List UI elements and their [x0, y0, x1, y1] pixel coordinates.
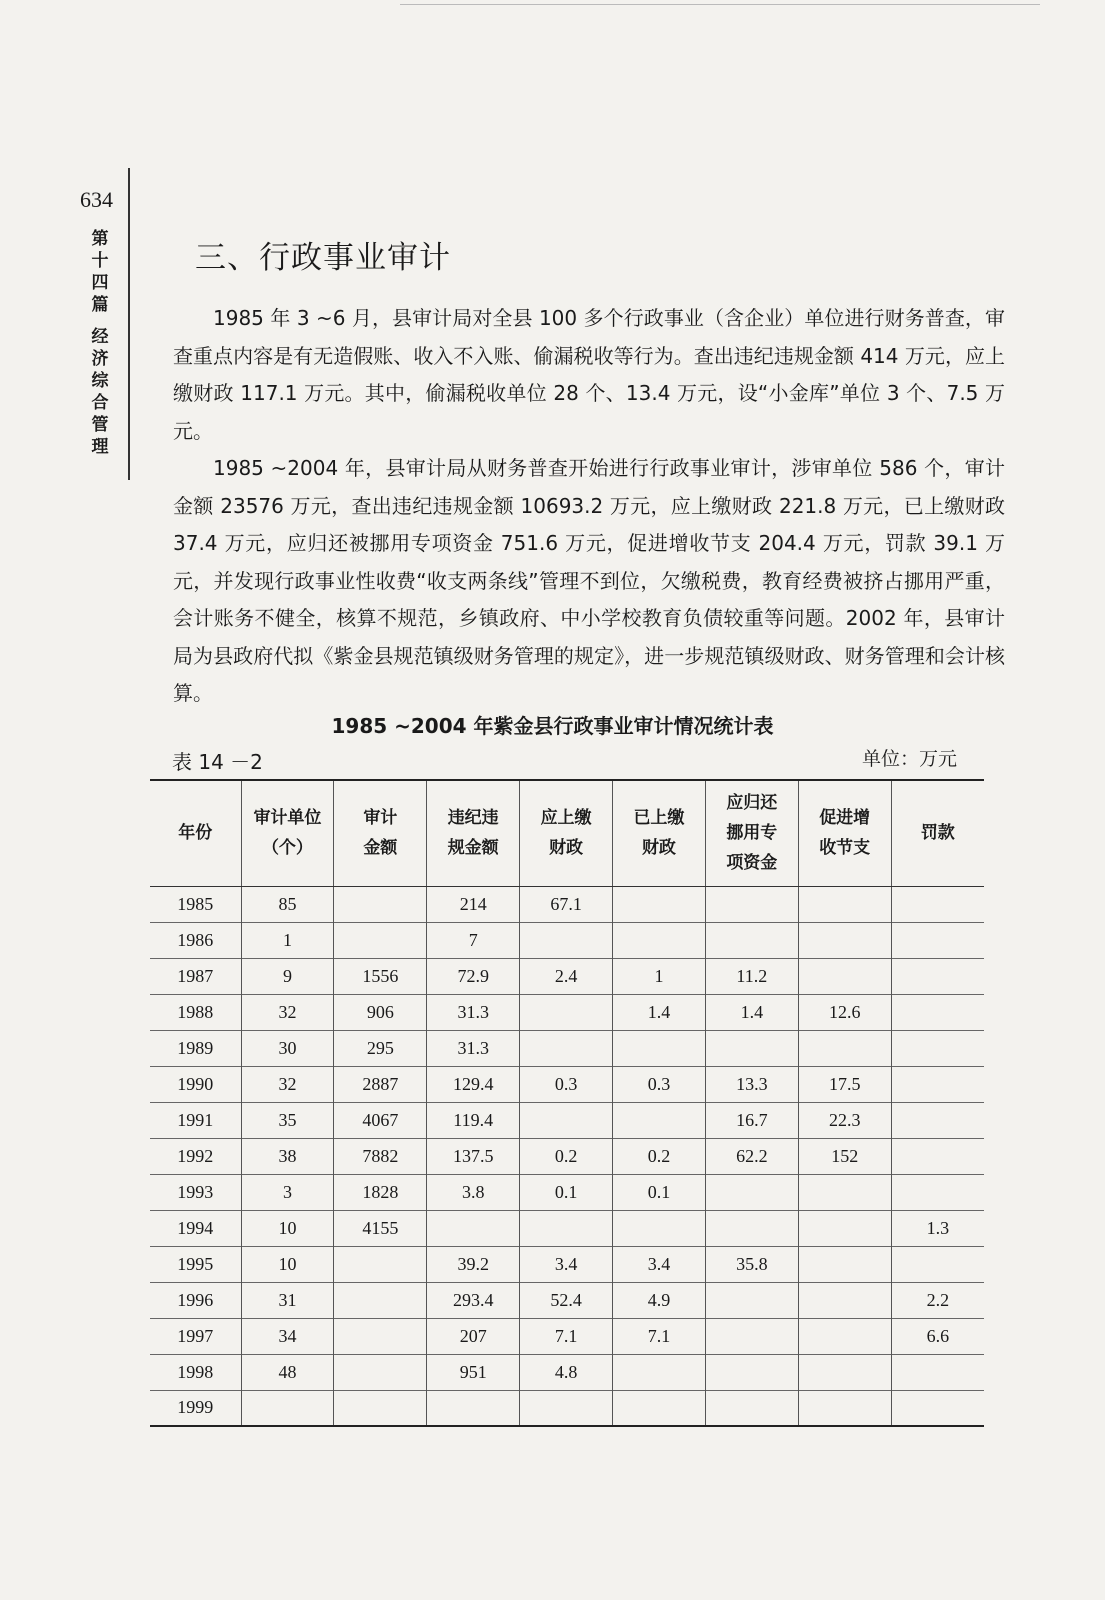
table-cell: 32: [241, 994, 334, 1030]
table-cell: [613, 1210, 706, 1246]
column-header-line: （个）: [261, 838, 313, 859]
table-cell: [891, 1174, 984, 1210]
year-cell: 1989: [150, 1030, 241, 1066]
table-cell: [891, 1246, 984, 1282]
top-rule: [400, 4, 1040, 5]
table-cell: 1.4: [705, 994, 798, 1030]
table-cell: 0.1: [520, 1174, 613, 1210]
table-cell: 4155: [334, 1210, 427, 1246]
column-header-line: 审计单位: [253, 808, 322, 829]
year-cell: 1996: [150, 1282, 241, 1318]
column-header-line: 促进增: [819, 808, 871, 829]
table-cell: 67.1: [520, 886, 613, 922]
year-cell: 1991: [150, 1102, 241, 1138]
table-cell: 129.4: [427, 1066, 520, 1102]
table-cell: [520, 1210, 613, 1246]
column-header-line: 审计: [363, 808, 398, 829]
table-cell: [798, 1318, 891, 1354]
table-cell: 31: [241, 1282, 334, 1318]
chapter-char: 四: [91, 273, 109, 293]
table-cell: [891, 1138, 984, 1174]
table-cell: 11.2: [705, 958, 798, 994]
column-header-line: 规金额: [447, 838, 499, 859]
table-cell: 3.4: [613, 1246, 706, 1282]
chapter-char: 篇: [91, 295, 109, 315]
table-row: [150, 994, 984, 1030]
table-cell: 1.3: [891, 1210, 984, 1246]
table-cell: [334, 886, 427, 922]
table-unit: 单位：万元: [861, 748, 957, 770]
table-cell: 295: [334, 1030, 427, 1066]
table-row: [150, 886, 984, 922]
table-row: [150, 1174, 984, 1210]
table-cell: [705, 1282, 798, 1318]
column-header-line: 年份: [178, 823, 213, 844]
table-cell: 31.3: [427, 994, 520, 1030]
table-cell: [798, 1030, 891, 1066]
chapter-char: 综: [91, 371, 109, 391]
table-cell: 4067: [334, 1102, 427, 1138]
table-cell: 906: [334, 994, 427, 1030]
table-cell: 0.2: [613, 1138, 706, 1174]
table-cell: 13.3: [705, 1066, 798, 1102]
column-header: [241, 780, 334, 886]
chapter-char: 第: [91, 229, 109, 249]
table-cell: 9: [241, 958, 334, 994]
table-title: 1985 ~2004 年紫金县行政事业审计情况统计表: [331, 714, 774, 738]
table-cell: 16.7: [705, 1102, 798, 1138]
table-cell: 10: [241, 1210, 334, 1246]
table-cell: [334, 1282, 427, 1318]
table-cell: [705, 1354, 798, 1390]
year-cell: 1988: [150, 994, 241, 1030]
year-cell: 1997: [150, 1318, 241, 1354]
table-cell: [705, 886, 798, 922]
year-cell: 1994: [150, 1210, 241, 1246]
table-cell: [891, 922, 984, 958]
column-header: [798, 780, 891, 886]
column-header-line: 已上缴: [633, 808, 685, 829]
table-cell: 3.8: [427, 1174, 520, 1210]
table-cell: [427, 1210, 520, 1246]
table-cell: [705, 1174, 798, 1210]
column-header-line: 项资金: [726, 853, 778, 874]
chapter-char: 管: [91, 415, 109, 435]
table-cell: [334, 1318, 427, 1354]
table-number: 表 14 －2: [172, 750, 263, 774]
table-row: [150, 1246, 984, 1282]
column-header-line: 应上缴: [540, 808, 592, 829]
table-cell: 3: [241, 1174, 334, 1210]
table-cell: [891, 886, 984, 922]
table-cell: 7882: [334, 1138, 427, 1174]
table-cell: 4.9: [613, 1282, 706, 1318]
table-cell: [798, 1354, 891, 1390]
table-row: [150, 1318, 984, 1354]
year-cell: 1993: [150, 1174, 241, 1210]
table-cell: [798, 1246, 891, 1282]
table-row: [150, 1138, 984, 1174]
table-cell: 52.4: [520, 1282, 613, 1318]
table-cell: 0.1: [613, 1174, 706, 1210]
table-cell: 35: [241, 1102, 334, 1138]
table-cell: 30: [241, 1030, 334, 1066]
table-cell: 7: [427, 922, 520, 958]
column-header-line: 财政: [549, 838, 584, 859]
table-cell: [891, 1390, 984, 1426]
column-header: [705, 780, 798, 886]
table-cell: [798, 1390, 891, 1426]
table-cell: 0.3: [613, 1066, 706, 1102]
table-cell: 293.4: [427, 1282, 520, 1318]
table-cell: [798, 958, 891, 994]
table-cell: 1556: [334, 958, 427, 994]
table-cell: [613, 886, 706, 922]
table-cell: 38: [241, 1138, 334, 1174]
table-cell: [241, 1390, 334, 1426]
table-cell: [798, 1174, 891, 1210]
table-cell: [334, 1390, 427, 1426]
column-header: [520, 780, 613, 886]
column-header: [891, 780, 984, 886]
table-row: [150, 1102, 984, 1138]
year-cell: 1998: [150, 1354, 241, 1390]
table-cell: [427, 1390, 520, 1426]
table-cell: [705, 922, 798, 958]
column-header-line: 违纪违: [447, 808, 499, 829]
chapter-char: 十: [91, 251, 109, 271]
table-cell: 7.1: [613, 1318, 706, 1354]
chapter-char: 经: [91, 327, 109, 347]
year-cell: 1986: [150, 922, 241, 958]
table-cell: [798, 922, 891, 958]
table-cell: 62.2: [705, 1138, 798, 1174]
column-header-line: 金额: [363, 838, 398, 859]
table-cell: 12.6: [798, 994, 891, 1030]
table-cell: 6.6: [891, 1318, 984, 1354]
table-cell: [334, 1246, 427, 1282]
table-cell: 1828: [334, 1174, 427, 1210]
table-row: [150, 1210, 984, 1246]
table-row: [150, 1390, 984, 1426]
page-number: 634: [80, 187, 113, 212]
table-cell: [520, 1390, 613, 1426]
table-cell: [613, 1390, 706, 1426]
table-cell: 48: [241, 1354, 334, 1390]
year-cell: 1999: [150, 1390, 241, 1426]
table-cell: [334, 922, 427, 958]
table-cell: [613, 922, 706, 958]
table-cell: [891, 958, 984, 994]
table-cell: [891, 1030, 984, 1066]
column-header-line: 应归还: [726, 793, 778, 814]
table-cell: 214: [427, 886, 520, 922]
column-header-line: 挪用专: [726, 823, 778, 844]
table-cell: 22.3: [798, 1102, 891, 1138]
column-header: [334, 780, 427, 886]
table-cell: [520, 1102, 613, 1138]
table-cell: 1.4: [613, 994, 706, 1030]
table-cell: 85: [241, 886, 334, 922]
table-cell: [891, 1066, 984, 1102]
column-header-line: 财政: [641, 838, 676, 859]
table-cell: 1: [241, 922, 334, 958]
table-row: [150, 1030, 984, 1066]
column-header: [427, 780, 520, 886]
table-cell: 207: [427, 1318, 520, 1354]
table-cell: 0.2: [520, 1138, 613, 1174]
column-header-line: 收节支: [819, 838, 871, 859]
table-cell: [891, 1102, 984, 1138]
table-cell: 4.8: [520, 1354, 613, 1390]
audit-stats-table: [150, 779, 984, 1427]
table-cell: [798, 1282, 891, 1318]
paragraph: 1985 ~2004 年，县审计局从财务普查开始进行行政事业审计，涉审单位 586 个，审计金额 23576 万元，查出违纪违规金额 10693.2 万元，应上缴财政 221.8 万元，已上缴财政 37.4 万元，应归还被挪用专项资金 751.6 万元，促进增收节支 204.4 万元，罚款 39.1 万元，并发现行政事业性收费“收支两条线”管理不到位，欠缴税费，教育经费被挤占挪用严重，会计账务不健全，核算不规范，乡镇政府、中小学校教育负债较重等问题。2002 年，县审计局为县政府代拟《紫金县规范镇级财务管理的规定》，进一步规范镇级财政、财务管理和会计核算。: [173, 456, 1005, 705]
table-cell: [520, 1030, 613, 1066]
table-cell: 10: [241, 1246, 334, 1282]
table-row: [150, 1354, 984, 1390]
table-cell: 2.4: [520, 958, 613, 994]
year-cell: 1992: [150, 1138, 241, 1174]
paragraph: 1985 年 3 ~6 月，县审计局对全县 100 多个行政事业（含企业）单位进行财务普查，审查重点内容是有无造假账、收入不入账、偷漏税收等行为。查出违纪违规金额 414 万元，应上缴财政 117.1 万元。其中，偷漏税收单位 28 个、13.4 万元，设“小金库”单位 3 个、7.5 万元。: [173, 306, 1005, 443]
table-cell: [705, 1390, 798, 1426]
table-cell: [798, 886, 891, 922]
chapter-char: 合: [91, 393, 109, 413]
column-header: [150, 780, 241, 886]
table-cell: 31.3: [427, 1030, 520, 1066]
table-cell: 951: [427, 1354, 520, 1390]
table-cell: [613, 1354, 706, 1390]
table-cell: 2887: [334, 1066, 427, 1102]
chapter-label: [86, 228, 114, 458]
table-cell: 2.2: [891, 1282, 984, 1318]
table-row: [150, 1282, 984, 1318]
year-cell: 1995: [150, 1246, 241, 1282]
table-cell: 7.1: [520, 1318, 613, 1354]
table-cell: [613, 1030, 706, 1066]
year-cell: 1985: [150, 886, 241, 922]
table-body: [150, 886, 984, 1426]
table-cell: 39.2: [427, 1246, 520, 1282]
table-cell: 137.5: [427, 1138, 520, 1174]
column-header: [613, 780, 706, 886]
table-cell: [705, 1318, 798, 1354]
table-cell: 32: [241, 1066, 334, 1102]
table-row: [150, 922, 984, 958]
table-cell: [891, 994, 984, 1030]
table-cell: 1: [613, 958, 706, 994]
table-cell: 35.8: [705, 1246, 798, 1282]
table-cell: 72.9: [427, 958, 520, 994]
table-cell: 3.4: [520, 1246, 613, 1282]
table-cell: [891, 1354, 984, 1390]
table-cell: [705, 1030, 798, 1066]
table-cell: [520, 922, 613, 958]
table-cell: [613, 1102, 706, 1138]
body-text: [173, 300, 1005, 713]
table-cell: 152: [798, 1138, 891, 1174]
table-header: [150, 780, 984, 886]
table-cell: 0.3: [520, 1066, 613, 1102]
table-cell: [798, 1210, 891, 1246]
chapter-char: 理: [91, 437, 109, 457]
table-cell: 119.4: [427, 1102, 520, 1138]
chapter-char: 济: [91, 349, 109, 369]
table-cell: [520, 994, 613, 1030]
table-row: [150, 1066, 984, 1102]
year-cell: 1987: [150, 958, 241, 994]
section-heading: 三、行政事业审计: [195, 240, 451, 276]
table-cell: 34: [241, 1318, 334, 1354]
table-cell: 17.5: [798, 1066, 891, 1102]
column-header-line: 罚款: [920, 823, 955, 844]
table-cell: [334, 1354, 427, 1390]
table-cell: [705, 1210, 798, 1246]
table-row: [150, 958, 984, 994]
year-cell: 1990: [150, 1066, 241, 1102]
margin-rule: [128, 168, 130, 480]
